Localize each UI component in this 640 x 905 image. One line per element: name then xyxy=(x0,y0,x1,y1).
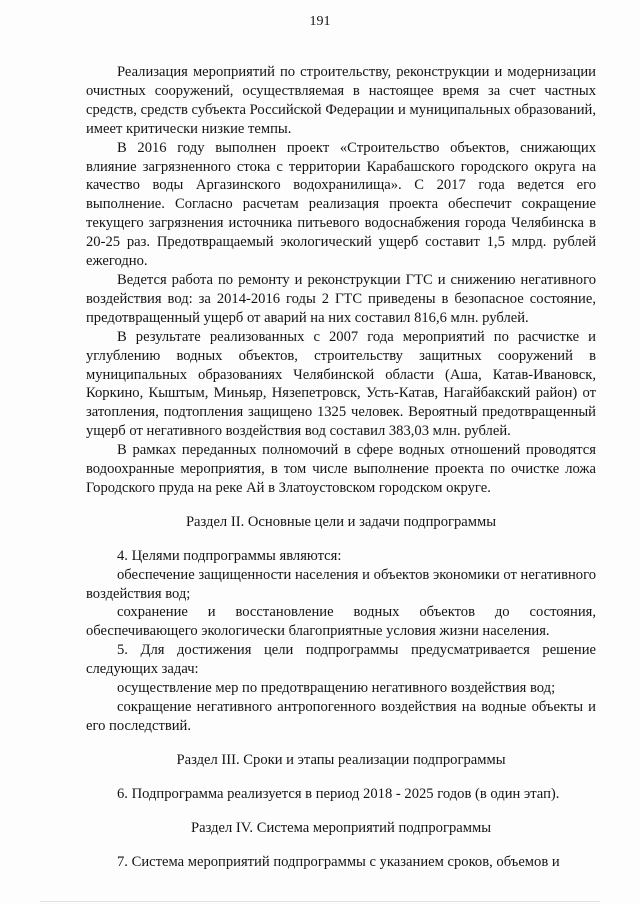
spacer xyxy=(86,532,596,547)
paragraph-timeline: 6. Подпрограмма реализуется в период 2018 - 2025 годов (в один этап). xyxy=(117,785,560,802)
section-4-heading: Раздел IV. Система мероприятий подпрограммы xyxy=(190,819,491,836)
paragraph-goal-restoration: сохранение и восстановление водных объектов до состояния, обеспечивающего экологически благоприятные условия жизни населения. xyxy=(86,604,596,640)
paragraph-water-protection: В рамках переданных полномочий в сфере водных отношений проводятся водоохранные мероприятия, в том числе выполнение проекта по очистке ложа Городского пруда на реке Ай в Златоустовском городском округе. xyxy=(86,442,596,496)
paragraph-goals-intro: 4. Целями подпрограммы являются: xyxy=(117,547,342,564)
spacer xyxy=(86,770,596,785)
spacer xyxy=(86,804,596,819)
paragraph-karabash-project: В 2016 году выполнен проект «Строительство объектов, снижающих влияние загрязненного стока с территории Карабашского городского округа на качество воды Аргазинского водохранилища». С 2017 года ведется его выполнение. Согласно расчетам реализация проекта обеспечит сокращение текущего загрязнения источника питьевого водоснабжения города Челябинска в 20-25 раз. Предотвращаемый экологический ущерб составит 1,5 млрд. рублей ежегодно. xyxy=(86,139,596,270)
paragraph-flood-protection: В результате реализованных с 2007 года мероприятий по расчистке и углублению водных объектов, строительству защитных сооружений в муниципальных образованиях Челябинской области (Аша, Катав-Ивановск, Коркино, Кыштым, Миньяр, Нязепетровск, Усть-Катав, Нагайбакский район) от затопления, подтопления защищено 1325 человек. Вероятный предотвращенный ущерб от негативного воздействия вод составил 383,03 млн. рублей. xyxy=(86,328,596,440)
paragraph-tasks-intro: 5. Для достижения цели подпрограммы предусматривается решение следующих задач: xyxy=(86,642,596,678)
paragraph-treatment-facilities: Реализация мероприятий по строительству, реконструкции и модернизации очистных сооружений, осуществляемая в настоящее время за счет частных средств, средств субъекта Российской Федерации и муниципальных образований, имеет критически низкие темпы. xyxy=(86,64,596,137)
page-number: 191 xyxy=(309,14,331,29)
paragraph-task-reduction: сокращение негативного антропогенного воздействия на водные объекты и его последствий. xyxy=(86,699,596,734)
section-2-heading: Раздел II. Основные цели и задачи подпрограммы xyxy=(185,513,497,530)
spacer xyxy=(86,498,596,513)
document-body xyxy=(86,63,596,871)
section-3-heading: Раздел III. Сроки и этапы реализации подпрограммы xyxy=(176,751,506,768)
page-bottom-edge xyxy=(40,901,600,902)
spacer xyxy=(86,838,596,853)
paragraph-goal-protection: обеспечение защищенности населения и объектов экономики от негативного воздействия вод; xyxy=(86,566,596,602)
paragraph-gts-repair: Ведется работа по ремонту и реконструкции ГТС и снижению негативного воздействия вод: за 2014-2016 годы 2 ГТС приведены в безопасное состояние, предотвращенный ущерб от аварий на них составил 816,6 млн. рублей. xyxy=(86,271,596,326)
paragraph-task-prevention: осуществление мер по предотвращению негативного воздействия вод; xyxy=(117,680,556,697)
spacer xyxy=(86,736,596,751)
paragraph-measures-system: 7. Система мероприятий подпрограммы с указанием сроков, объемов и xyxy=(117,853,560,870)
